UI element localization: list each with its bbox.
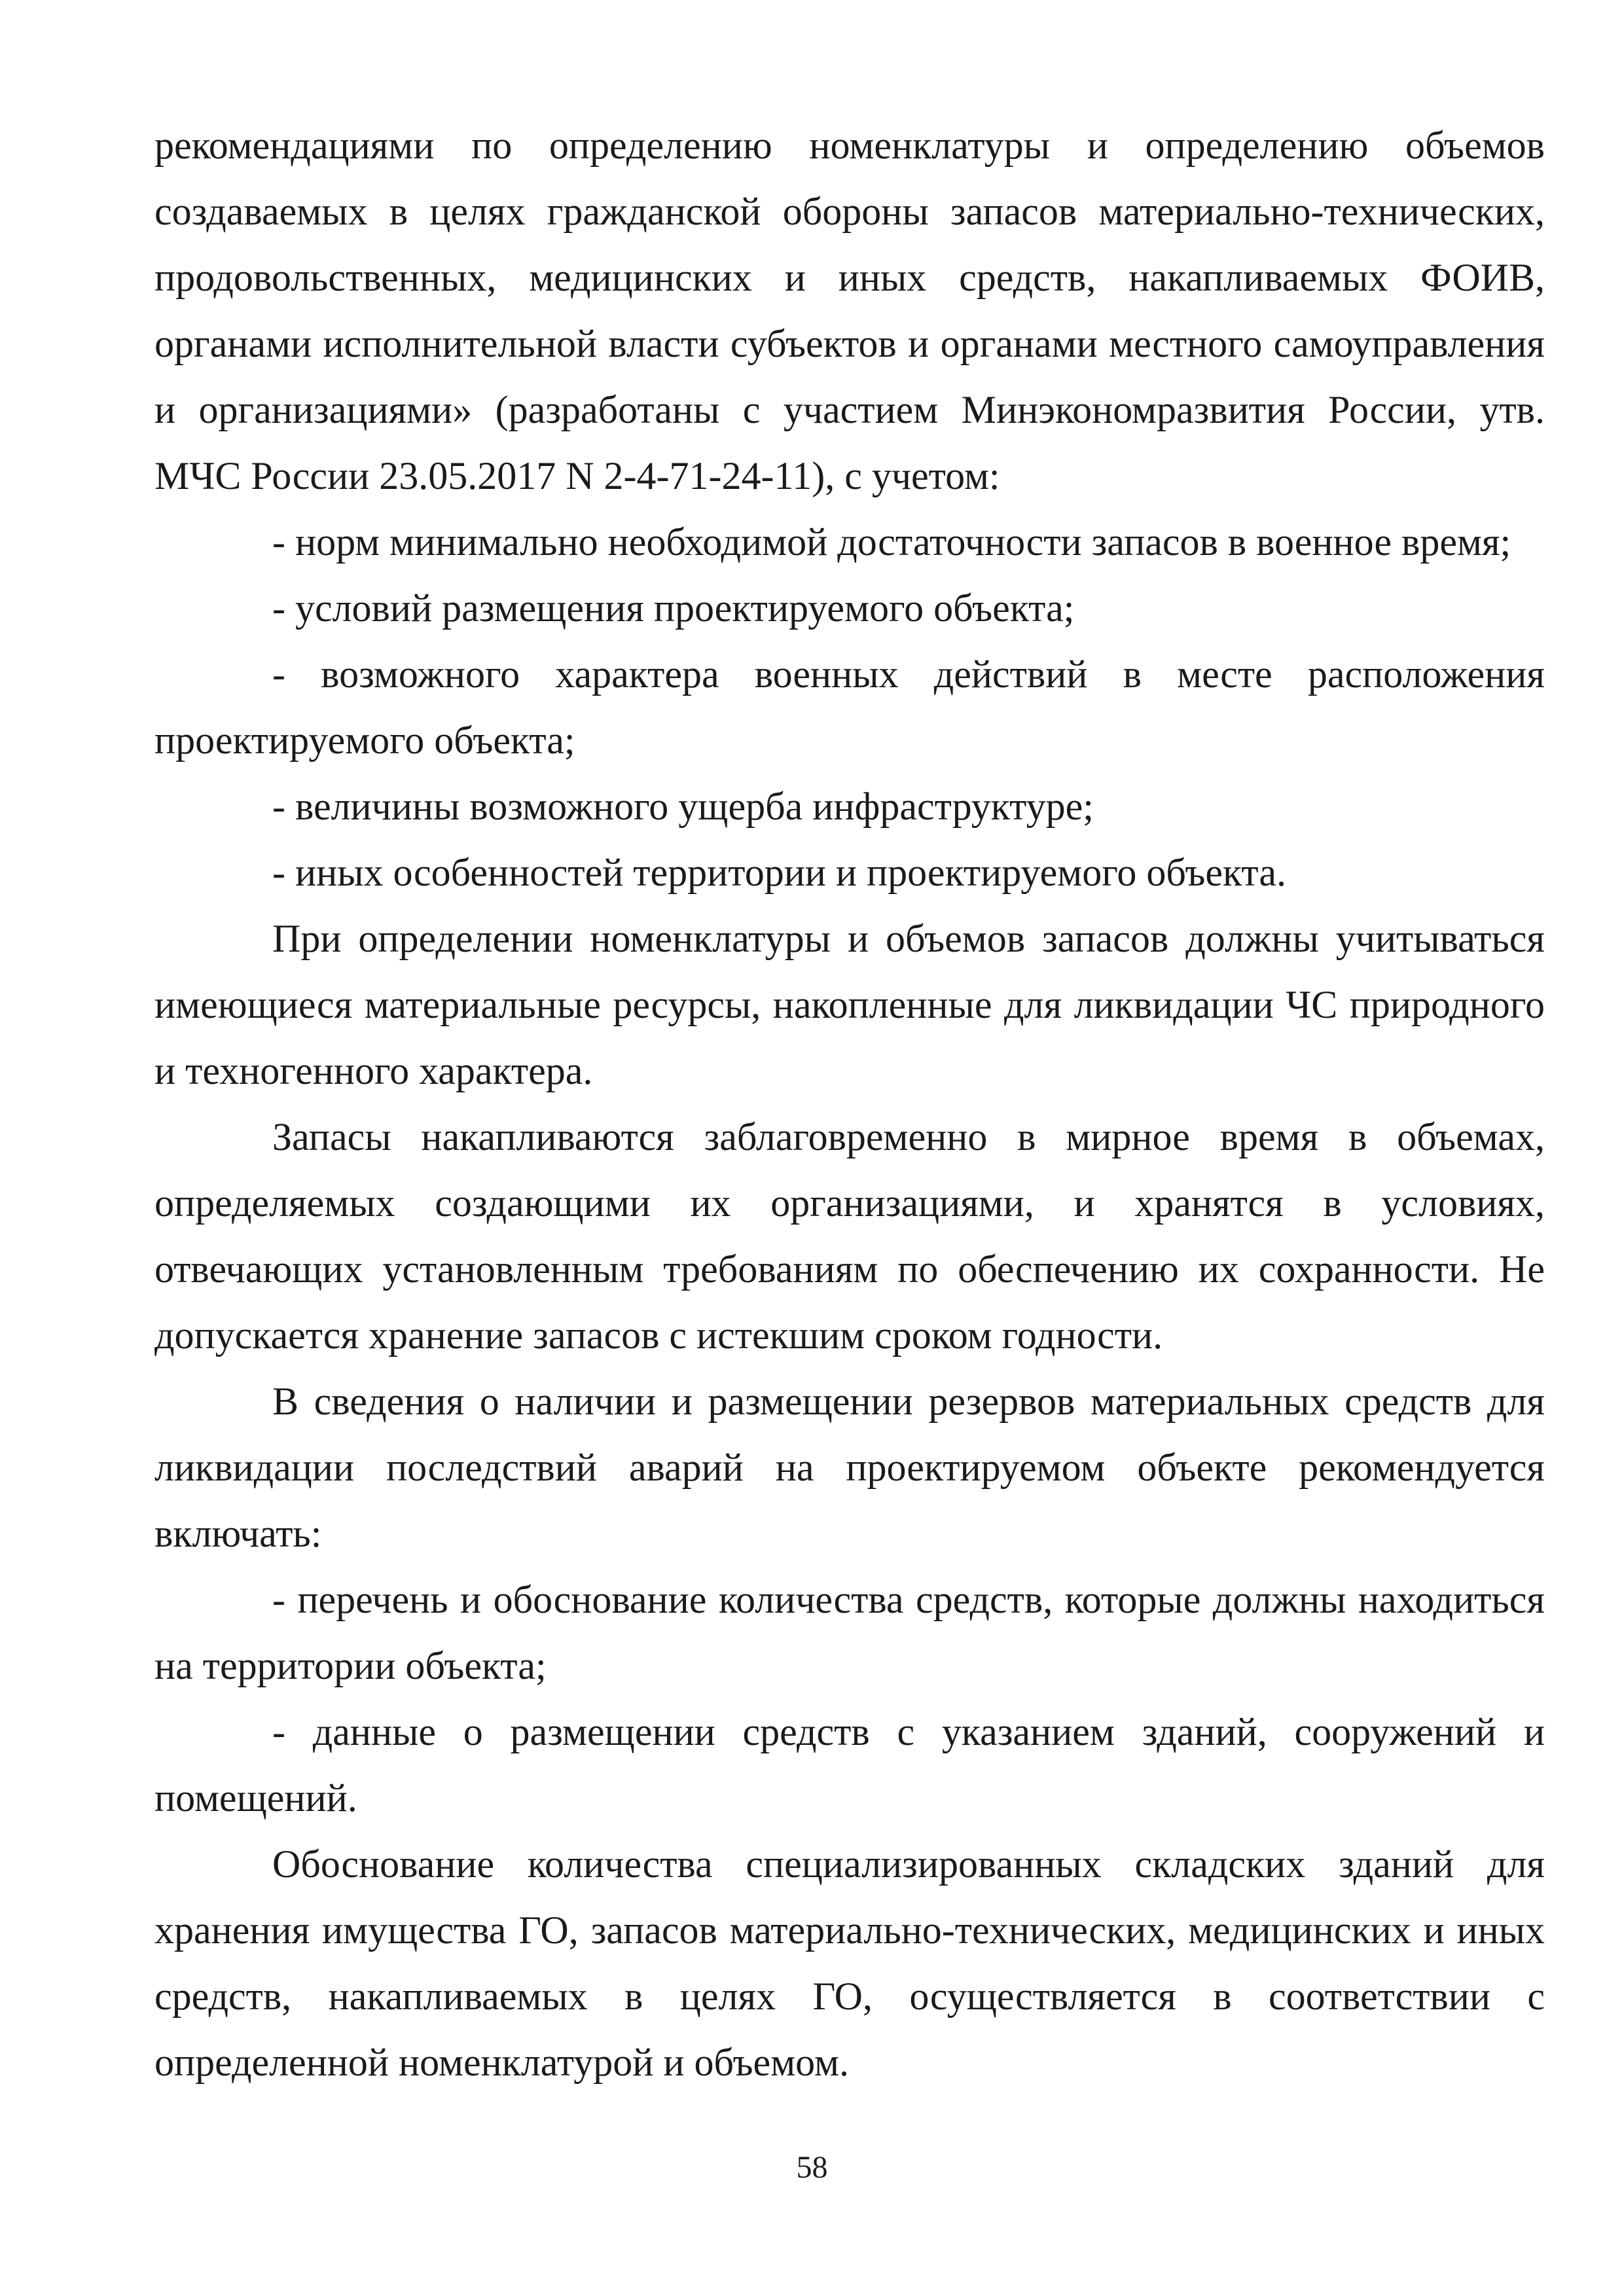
paragraph-warehouse-justification: Обоснование количества специализированных складских зданий для хранения имущества ГО, запасов материально-технических, медицинских и иных средств, накапливаемых в целях ГО, осуществляется в соответствии с определенной номенклатурой и объемом. [154,1842,1545,2084]
list-item-military-actions: - возможного характера военных действий в месте расположения проектируемого объекта; [154,653,1545,762]
paragraph-material-resources: При определении номенклатуры и объемов запасов должны учитываться имеющиеся материальные ресурсы, накопленные для ликвидации ЧС природного и техногенного характера. [154,917,1545,1092]
paragraph-reserves-info: В сведения о наличии и размещении резервов материальных средств для ликвидации последствий аварий на проектируемом объекте рекомендуется включать: [154,1380,1545,1555]
list-item-damage: - величины возможного ущерба инфраструктуре; [272,785,1094,828]
list-item-norms: - норм минимально необходимой достаточности запасов в военное время; [272,520,1511,564]
body-text [154,113,1545,2096]
list-item-placement-conditions: - условий размещения проектируемого объекта; [272,586,1075,630]
page-number: 58 [796,2150,828,2185]
list-item-means-placement: - данные о размещении средств с указанием зданий, сооружений и помещений. [154,1710,1545,1820]
paragraph-intro: рекомендациями по определению номенклатуры и определению объемов создаваемых в целях гражданской обороны запасов материально-технических, продовольственных, медицинских и иных средств, накапливаемых ФОИВ, органами исполнительной власти субъектов и органами местного самоуправления и организациями» (разработаны с участием Минэкономразвития России, утв. МЧС России 23.05.2017 N 2-4-71-24-11), с учетом: [154,124,1545,497]
list-item-means-list: - перечень и обоснование количества средств, которые должны находиться на территории объекта; [154,1578,1545,1687]
list-item-other-features: - иных особенностей территории и проектируемого объекта. [272,851,1286,894]
paragraph-stock-accumulation: Запасы накапливаются заблаговременно в мирное время в объемах, определяемых создающими их организациями, и хранятся в условиях, отвечающих установленным требованиям по обеспечению их сохранности. Не допускается хранение запасов с истекшим сроком годности. [154,1115,1545,1357]
